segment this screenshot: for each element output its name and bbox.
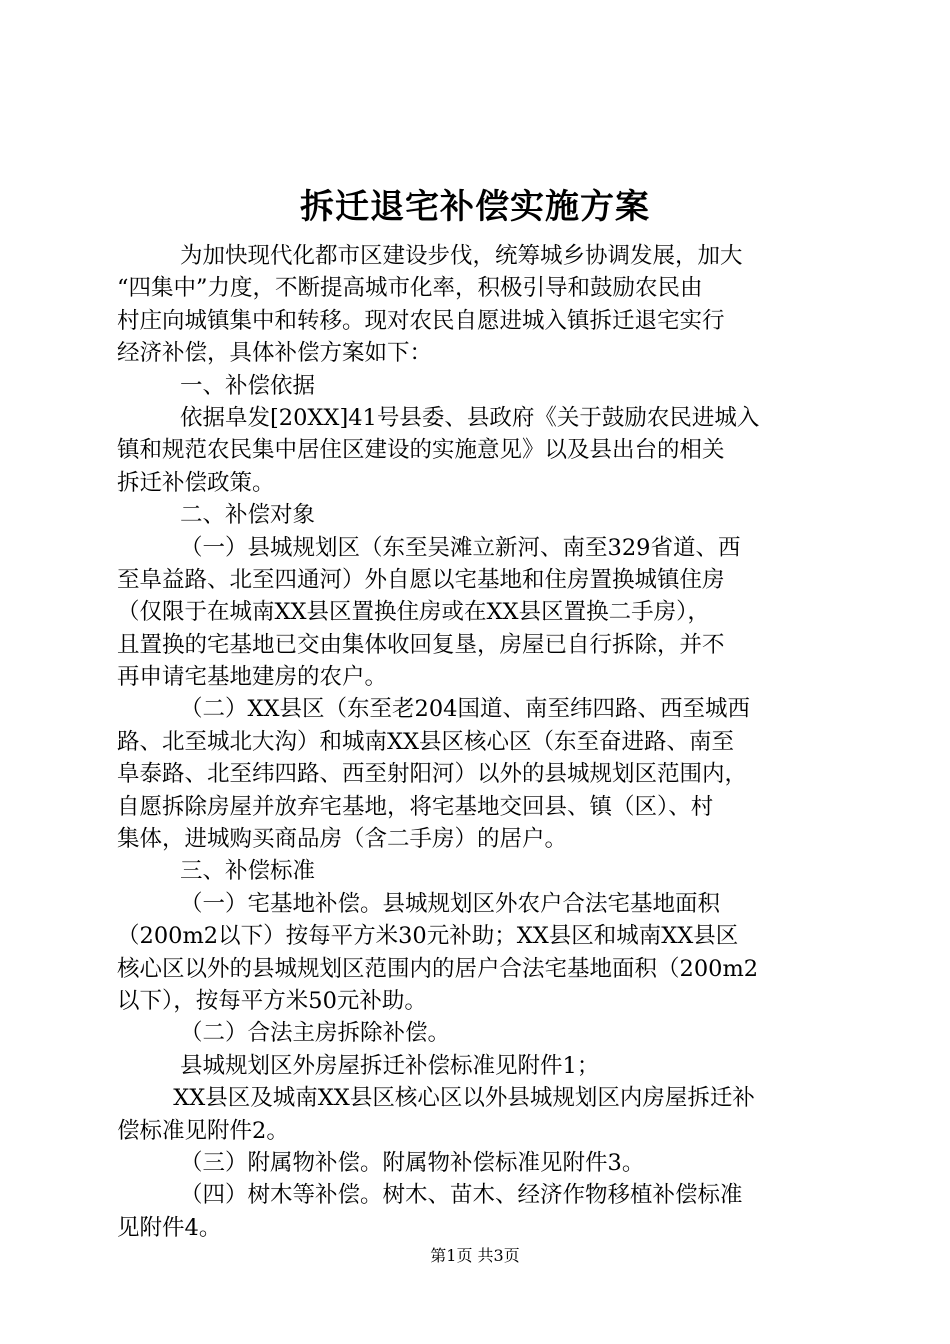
- body-line: 偿标准见附件2。: [117, 1117, 289, 1144]
- body-line: “四集中”力度，不断提高城市化率，积极引导和鼓励农民由: [117, 275, 703, 302]
- body-line: 以下），按每平方米50元补助。: [117, 987, 427, 1014]
- document-title: 拆迁退宅补偿实施方案: [300, 187, 650, 227]
- body-line: 见附件4。: [117, 1214, 222, 1241]
- body-line: 拆迁补偿政策。: [117, 469, 275, 496]
- body-line: 阜泰路、北至纬四路、西至射阳河）以外的县城规划区范围内，: [117, 761, 748, 788]
- body-line: （二）XX县区（东至老204国道、南至纬四路、西至城西: [180, 696, 750, 723]
- body-line: （一）县城规划区（东至吴滩立新河、南至329省道、西: [180, 534, 741, 561]
- body-line: （四）树木等补偿。树木、苗木、经济作物移植补偿标准: [180, 1182, 743, 1209]
- body-line: 村庄向城镇集中和转移。现对农民自愿进城入镇拆迁退宅实行: [117, 307, 725, 334]
- body-line: 二、补偿对象: [180, 502, 316, 529]
- body-line: 经济补偿，具体补偿方案如下：: [117, 340, 433, 367]
- document-body: [117, 240, 837, 1244]
- body-line: 为加快现代化都市区建设步伐，统筹城乡协调发展，加大: [180, 243, 743, 269]
- body-line: 自愿拆除房屋并放弃宅基地，将宅基地交回县、镇（区）、村: [117, 793, 714, 820]
- body-line: 依据阜发[20XX]41号县委、县政府《关于鼓励农民进城入: [180, 404, 760, 431]
- body-line: （仅限于在城南XX县区置换住房或在XX县区置换二手房），: [117, 599, 710, 626]
- body-line: 县城规划区外房屋拆迁补偿标准见附件1；: [180, 1052, 600, 1079]
- body-line: 三、补偿标准: [180, 858, 316, 885]
- body-line: 集体，进城购买商品房（含二手房）的居户。: [117, 826, 568, 853]
- body-line: （三）附属物补偿。附属物补偿标准见附件3。: [180, 1149, 645, 1176]
- body-line: 镇和规范农民集中居住区建设的实施意见》以及县出台的相关: [117, 437, 725, 464]
- body-line: 再申请宅基地建房的农户。: [117, 664, 388, 691]
- body-line: （二）合法主房拆除补偿。: [180, 1020, 451, 1047]
- body-line: 核心区以外的县城规划区范围内的居户合法宅基地面积（200m2: [117, 955, 759, 982]
- page-footer: 第1页 共3页: [430, 1246, 520, 1265]
- body-line: （200m2以下）按每平方米30元补助；XX县区和城南XX县区: [117, 923, 739, 950]
- body-line: （一）宅基地补偿。县城规划区外农户合法宅基地面积: [180, 890, 721, 917]
- body-line: 路、北至城北大沟）和城南XX县区核心区（东至奋进路、南至: [117, 728, 735, 755]
- body-line: 一、补偿依据: [180, 372, 316, 399]
- body-line: 且置换的宅基地已交由集体收回复垦，房屋已自行拆除，并不: [117, 631, 725, 658]
- body-line: XX县区及城南XX县区核心区以外县城规划区内房屋拆迁补: [173, 1085, 755, 1112]
- body-line: 至阜益路、北至四通河）外自愿以宅基地和住房置换城镇住房: [117, 566, 725, 593]
